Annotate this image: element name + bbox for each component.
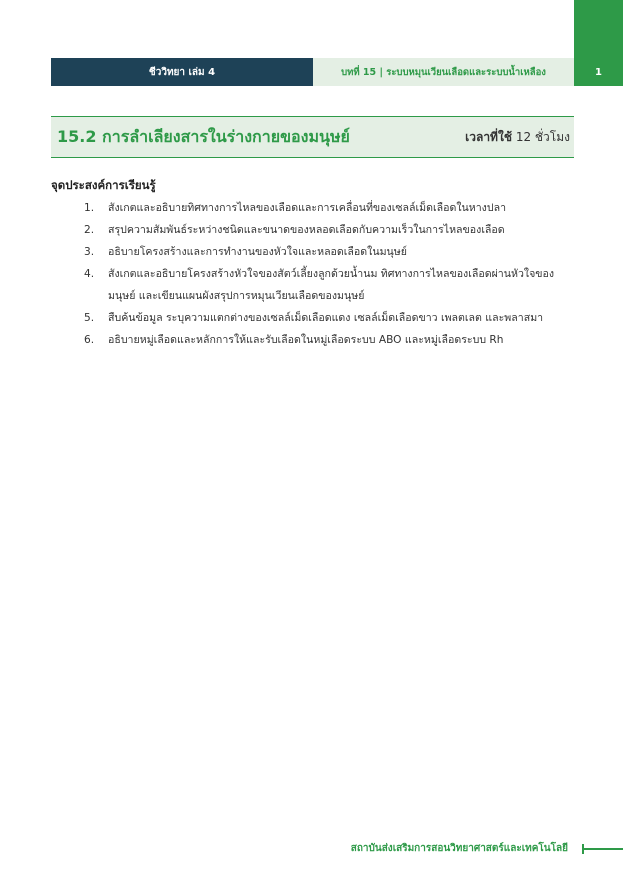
section-time [465, 128, 570, 147]
section-title: 15.2 การลำเลียงสารในร่างกายของมนุษย์ [57, 126, 350, 146]
objectives-heading: จุดประสงค์การเรียนรู้ [51, 178, 156, 192]
page-number: 1 [595, 66, 602, 78]
running-header [51, 58, 574, 86]
item-number: 2. [84, 224, 95, 236]
section-title-bar [51, 116, 574, 158]
item-number: 6. [84, 334, 95, 346]
list-item [84, 241, 576, 263]
list-item [84, 263, 576, 307]
item-text: สังเกตและอธิบายโครงสร้างหัวใจของสัตว์เลี้ยงลูกด้วยน้ำนม ทิศทางการไหลของเลือดผ่านหัวใจของมนุษย์ และเขียนแผนผังสรุปการหมุนเวียนเลือดของมนุษย์ [108, 268, 555, 302]
list-item [84, 197, 576, 219]
time-label: เวลาที่ใช้ [465, 129, 512, 144]
item-text: สืบค้นข้อมูล ระบุความแตกต่างของเซลล์เม็ดเลือดแดง เซลล์เม็ดเลือดขาว เพลตเลต และพลาสมา [108, 312, 544, 324]
item-number: 4. [84, 268, 95, 280]
list-item [84, 219, 576, 241]
list-item [84, 329, 576, 351]
publisher-footer: สถาบันส่งเสริมการสอนวิทยาศาสตร์และเทคโนโลยี [350, 843, 568, 854]
item-number: 1. [84, 202, 95, 214]
book-title: ชีววิทยา เล่ม 4 [51, 58, 313, 86]
item-text: อธิบายโครงสร้างและการทำงานของหัวใจและหลอดเลือดในมนุษย์ [108, 246, 407, 258]
objectives-list [84, 197, 576, 351]
item-text: สังเกตและอธิบายทิศทางการไหลของเลือดและการเคลื่อนที่ของเซลล์เม็ดเลือดในหางปลา [108, 202, 507, 214]
item-text: สรุปความสัมพันธ์ระหว่างชนิดและขนาดของหลอดเลือดกับความเร็วในการไหลของเลือด [108, 224, 505, 236]
item-number: 5. [84, 312, 95, 324]
item-number: 3. [84, 246, 95, 258]
time-value: 12 ชั่วโมง [515, 129, 570, 144]
footer-rule [582, 848, 623, 850]
chapter-title: บทที่ 15 | ระบบหมุนเวียนเลือดและระบบน้ำเหลือง [313, 58, 574, 86]
list-item [84, 307, 576, 329]
item-text: อธิบายหมู่เลือดและหลักการให้และรับเลือดในหมู่เลือดระบบ ABO และหมู่เลือดระบบ Rh [108, 334, 504, 346]
